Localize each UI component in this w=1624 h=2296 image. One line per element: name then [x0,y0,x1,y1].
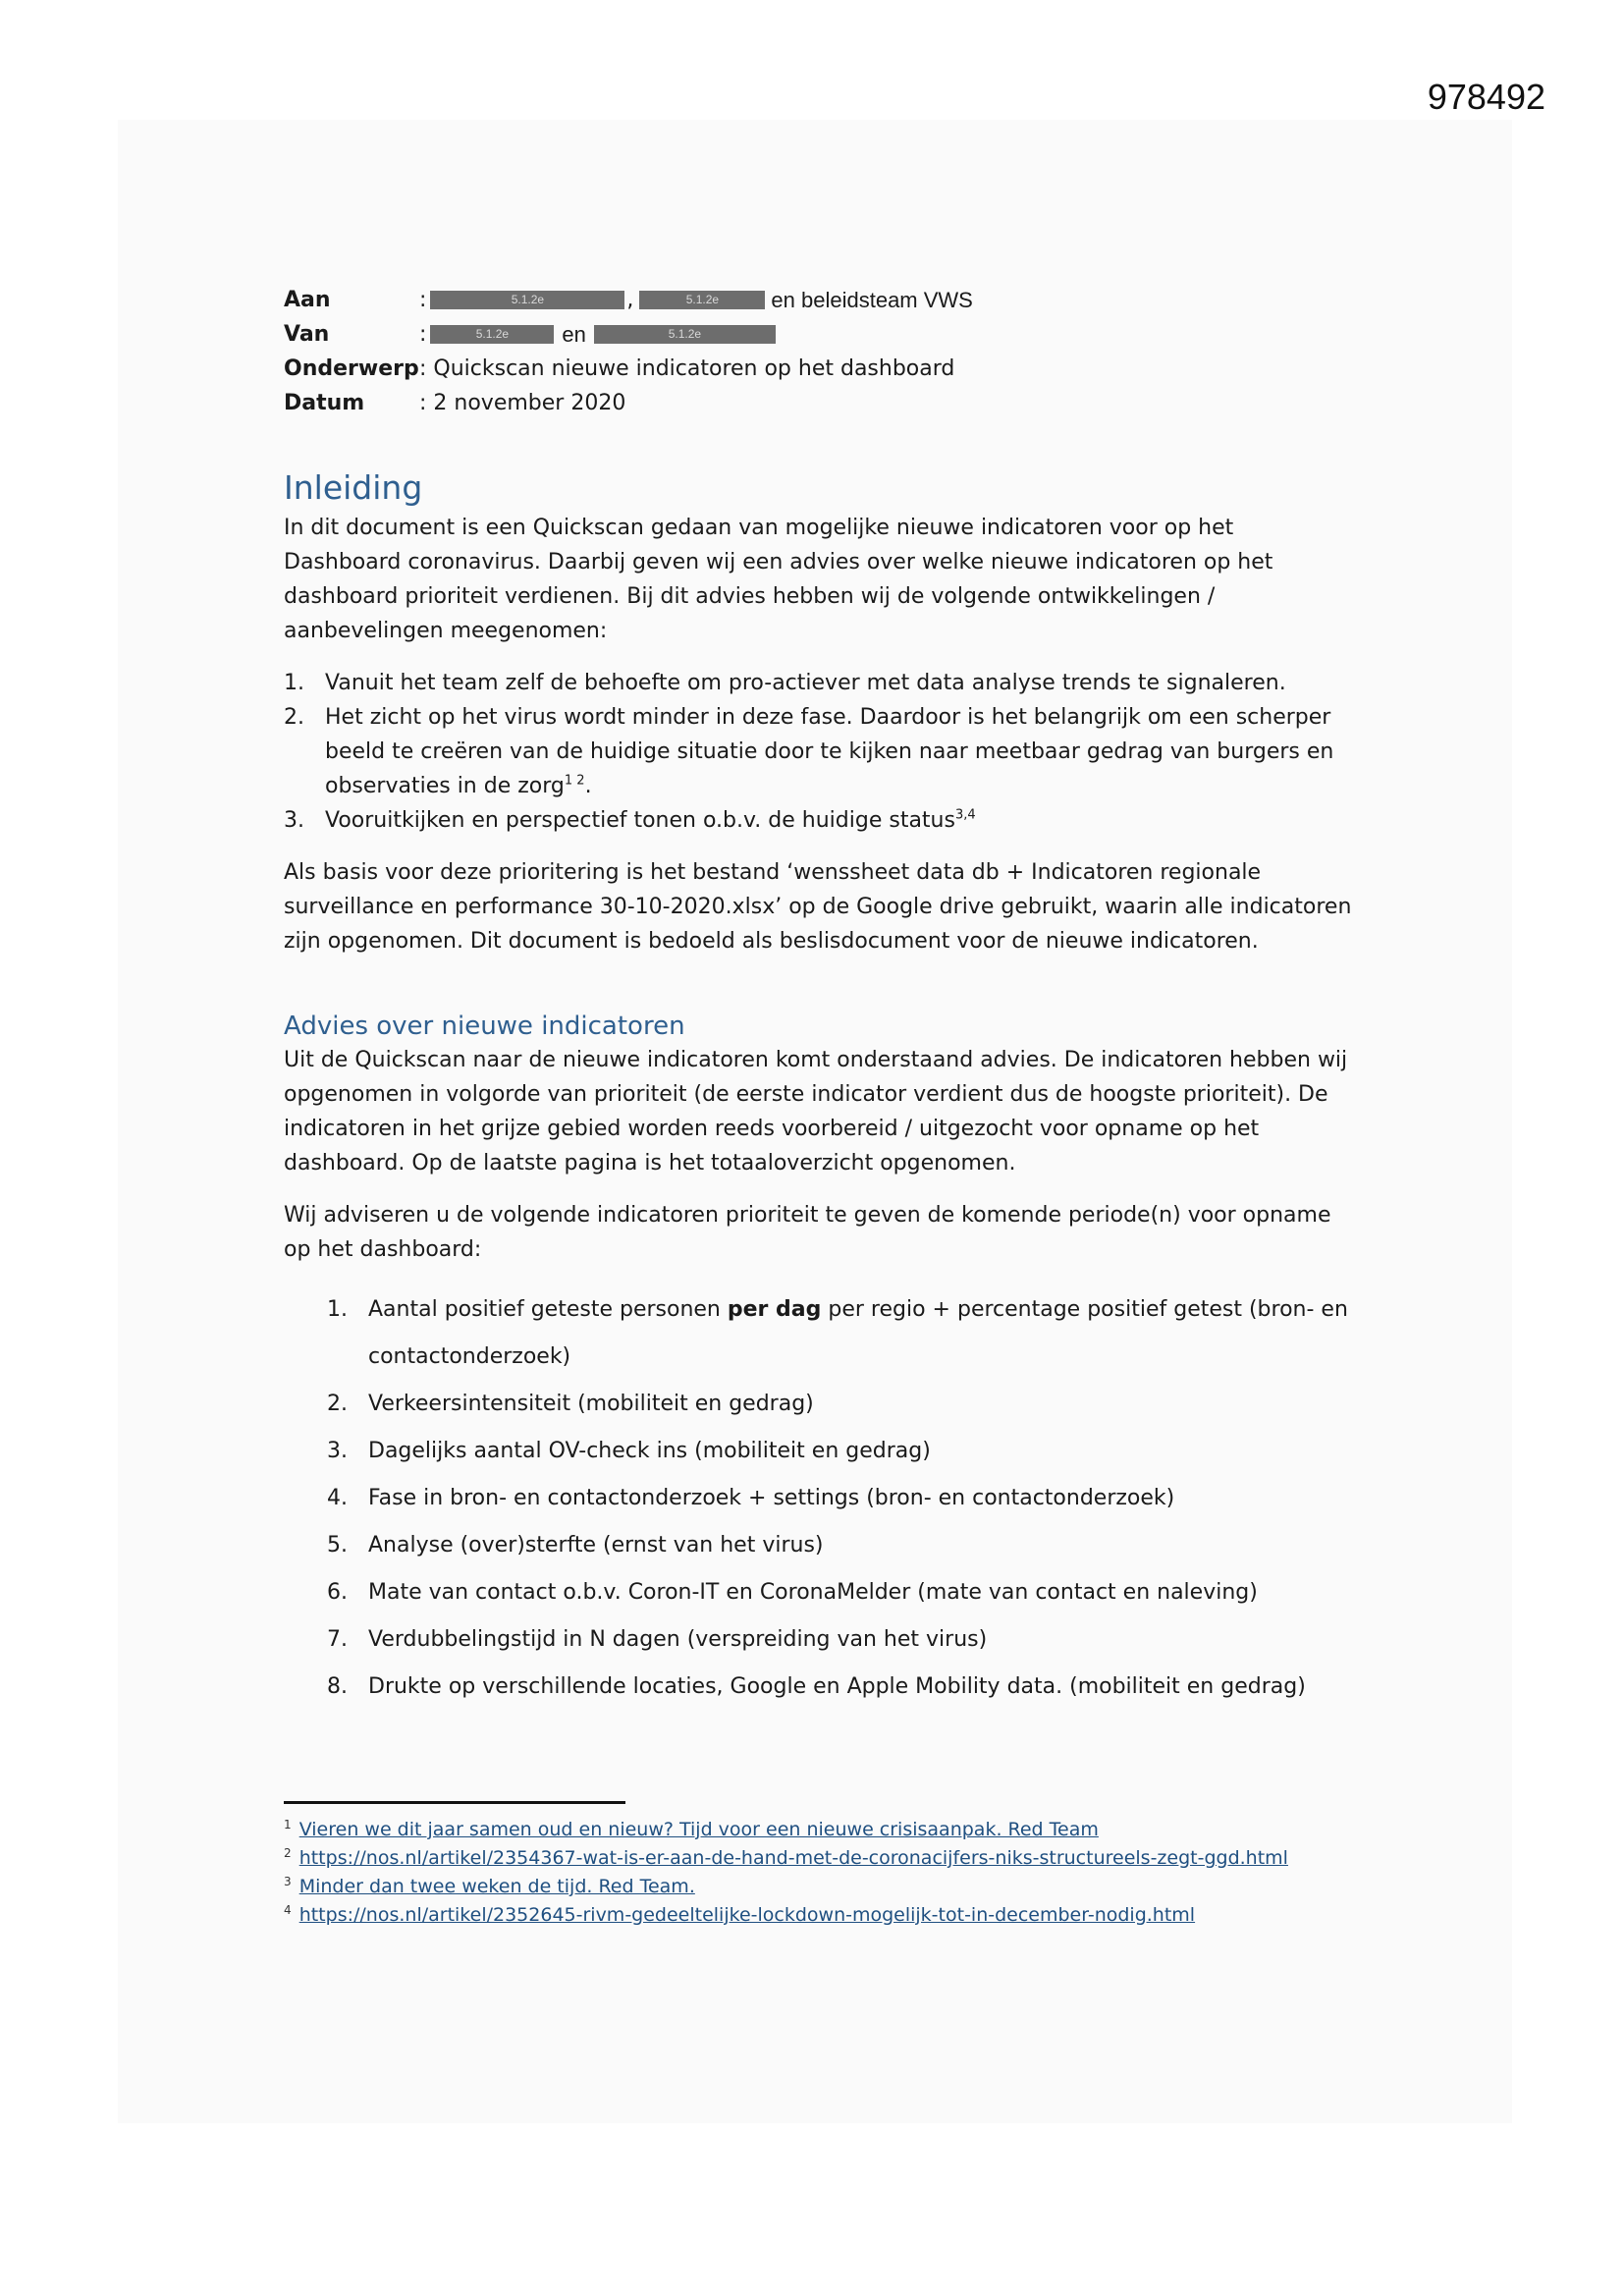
list-number: 7. [327,1627,348,1652]
van-label: Van [284,322,330,347]
footnote-mark: 3 [284,1874,292,1888]
footnote-mark: 4 [284,1902,292,1917]
footnote [284,1901,1354,1930]
list-text-bold: per dag [727,1297,822,1322]
footnote [284,1816,1354,1844]
aan-comma: , [626,288,634,312]
redaction-box: 5.1.2e [430,291,624,309]
list-number: 8. [327,1674,348,1699]
list-text-tail: . [584,774,592,798]
datum-label: Datum [284,391,365,415]
advies-paragraph: Uit de Quickscan naar de nieuwe indicatoren komt onderstaand advies. De indicatoren hebben wij opgenomen in volgorde van prioriteit (de eerste indicator verdient dus de hoogste prioriteit). De indicatoren in het grijze gebied worden reeds voorbereid / uitgezocht voor opname op het dashboard. Op de laatste pagina is het totaaloverzicht opgenomen. [284,1048,1348,1175]
list-item [284,700,1354,803]
list-item [327,1616,1354,1664]
section-title-advies: Advies over nieuwe indicatoren [284,1011,685,1041]
list-text [325,700,1354,803]
footnote-divider [284,1801,625,1804]
list-item [327,1381,1354,1428]
advies-list [327,1286,1354,1711]
list-number: 3. [284,808,304,833]
list-text: Dagelijks aantal OV-check ins (mobiliteit en gedrag) [368,1439,931,1463]
list-number: 3. [327,1439,348,1463]
list-number: 1. [284,671,304,695]
list-text [368,1286,1354,1381]
list-text-body: Vanuit het team zelf de behoefte om pro-actiever met data analyse trends te signaleren. [325,671,1286,695]
list-text-body: Vooruitkijken en perspectief tonen o.b.v. de huidige status [325,808,955,833]
list-number: 2. [327,1392,348,1416]
list-text-part: Aantal positief geteste personen [368,1297,728,1322]
list-text [325,803,976,838]
datum-value: : 2 november 2020 [419,391,626,415]
list-item [327,1664,1354,1711]
footnote-link[interactable]: https://nos.nl/artikel/2354367-wat-is-er-aan-de-hand-met-de-coronacijfers-niks-structureels-zegt-ggd.html [298,1847,1288,1869]
list-item [327,1569,1354,1616]
list-number: 6. [327,1580,348,1605]
footnote-mark: 2 [284,1845,292,1860]
list-item [284,666,1354,700]
list-item [327,1428,1354,1475]
list-text [325,666,1286,700]
basis-paragraph: Als basis voor deze prioritering is het bestand ‘wenssheet data db + Indicatoren regionale surveillance en performance 30-10-2020.xlsx’ op de Google drive gebruikt, waarin alle indicatoren zijn opgenomen. Dit document is bedoeld als beslisdocument voor de nieuwe indicatoren. [284,860,1352,954]
footnote-link[interactable]: Vieren we dit jaar samen oud en nieuw? Tijd voor een nieuwe crisisaanpak. Red Team [298,1819,1099,1840]
aan-suffix: en beleidsteam VWS [771,288,973,312]
footnote [284,1873,1354,1901]
footnote-link[interactable]: Minder dan twee weken de tijd. Red Team. [298,1876,695,1897]
list-item [327,1475,1354,1522]
page-number: 978492 [1427,77,1545,117]
list-text-part: per regio + percentage positief getest (bron- en contactonderzoek) [368,1297,1348,1369]
memo-header [284,283,1354,420]
footnotes [284,1801,1354,1930]
aan-label: Aan [284,288,331,312]
list-number: 2. [284,705,304,730]
list-item [284,803,1354,838]
redaction-box: 5.1.2e [430,325,554,344]
van-en: en [562,322,586,347]
list-text: Analyse (over)sterfte (ernst van het virus) [368,1533,824,1558]
footnote-reference: 3,4 [954,807,976,823]
onderwerp-value: : Quickscan nieuwe indicatoren op het dashboard [419,356,955,381]
advies-lead: Wij adviseren u de volgende indicatoren prioriteit te geven de komende periode(n) voor opname op het dashboard: [284,1203,1331,1262]
footnote-link[interactable]: https://nos.nl/artikel/2352645-rivm-gedeeltelijke-lockdown-mogelijk-tot-in-december-nodig.html [298,1904,1196,1926]
memo-content [284,283,1354,1711]
list-number: 1. [327,1297,348,1322]
footnote-reference: 1 2 [564,773,585,789]
van-value [419,317,1354,352]
onderwerp-label: Onderwerp [284,356,419,381]
redaction-box: 5.1.2e [639,291,765,309]
list-text: Drukte op verschillende locaties, Google en Apple Mobility data. (mobiliteit en gedrag) [368,1674,1306,1699]
footnote [284,1844,1354,1873]
section-title-inleiding: Inleiding [284,468,423,507]
inleiding-paragraph: In dit document is een Quickscan gedaan van mogelijke nieuwe indicatoren voor op het Dashboard coronavirus. Daarbij geven wij een advies over welke nieuwe indicatoren op het dashboard prioriteit verdienen. Bij dit advies hebben wij de volgende ontwikkelingen / aanbevelingen meegenomen: [284,516,1273,643]
aan-colon: : [419,288,427,312]
list-number: 4. [327,1486,348,1510]
list-text: Mate van contact o.b.v. Coron-IT en CoronaMelder (mate van contact en naleving) [368,1580,1258,1605]
aan-value [419,283,1354,317]
list-text: Fase in bron- en contactonderzoek + settings (bron- en contactonderzoek) [368,1486,1175,1510]
list-item [327,1522,1354,1569]
footnote-mark: 1 [284,1817,292,1831]
list-item [327,1286,1354,1381]
list-text: Verkeersintensiteit (mobiliteit en gedrag) [368,1392,814,1416]
list-text-body: Het zicht op het virus wordt minder in deze fase. Daardoor is het belangrijk om een scherper beeld te creëren van de huidige situatie door te kijken naar meetbaar gedrag van burgers en observaties in de zorg [325,705,1334,798]
redaction-box: 5.1.2e [594,325,776,344]
inleiding-list [284,666,1354,838]
list-text: Verdubbelingstijd in N dagen (verspreiding van het virus) [368,1627,988,1652]
van-colon: : [419,322,427,347]
list-number: 5. [327,1533,348,1558]
